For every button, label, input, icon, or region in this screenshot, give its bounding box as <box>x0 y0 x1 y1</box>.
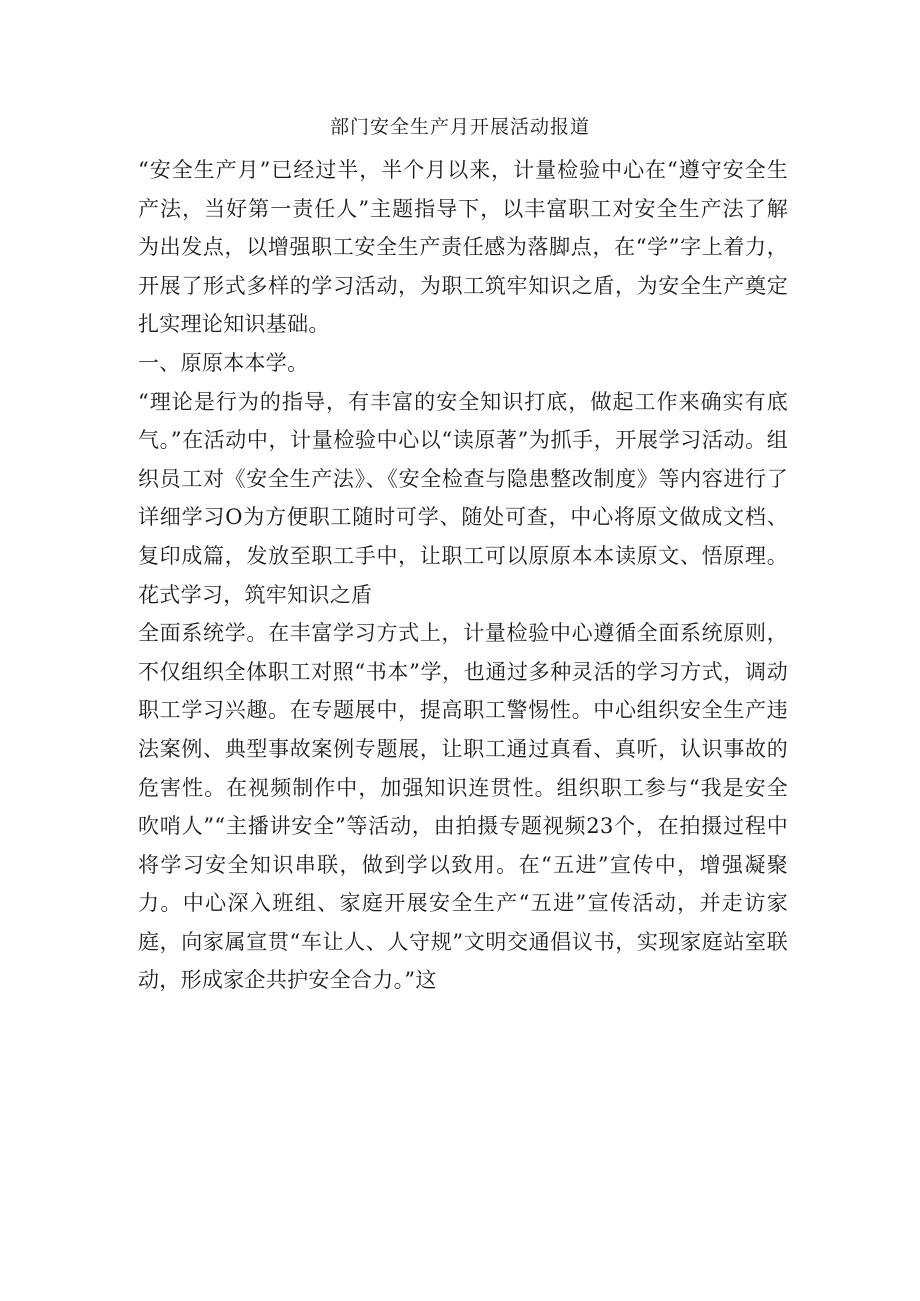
section-heading-1: 一、原原本本学。 <box>138 350 309 375</box>
document-body <box>138 151 788 1000</box>
paragraph-intro: “安全生产月”已经过半，半个月以来，计量检验中心在“遵守安全生产法，当好第一责任人”主题指导下，以丰富职工对安全生产法了解为出发点，以增强职工安全生产责任感为落脚点，在“学”字上着力，开展了形式多样的学习活动，为职工筑牢知识之盾，为安全生产奠定扎实理论知识基础。 <box>138 158 788 337</box>
document-title: 部门安全生产月开展活动报道 <box>329 116 590 138</box>
paragraph-section-2: 全面系统学。在丰富学习方式上，计量检验中心遵循全面系统原则，不仅组织全体职工对照“书本”学，也通过多种灵活的学习方式，调动职工学习兴趣。在专题展中，提高职工警惕性。中心组织安全生产违法案例、典型事故案例专题展，让职工通过真看、真听，认识事故的危害性。在视频制作中，加强知识连贯性。组织职工参与“我是安全吹哨人”“主播讲安全”等活动，由拍摄专题视频23个，在拍摄过程中将学习安全知识串联，做到学以致用。在“五进”宣传中，增强凝聚力。中心深入班组、家庭开展安全生产“五进”宣传活动，并走访家庭，向家属宣贯“车让人、人守规”文明交通倡议书，实现家庭站室联动，形成家企共护安全合力。”这 <box>138 621 788 993</box>
paragraph-section-1: “理论是行为的指导，有丰富的安全知识打底，做起工作来确实有底气。”在活动中，计量检验中心以“读原著”为抓手，开展学习活动。组织员工对《安全生产法》、《安全检查与隐患整改制度》等内容进行了详细学习O为方便职工随时可学、随处可查，中心将原文做成文档、复印成篇，发放至职工手中，让职工可以原原本本读原文、悟原理。花式学习，筑牢知识之盾 <box>138 389 788 607</box>
